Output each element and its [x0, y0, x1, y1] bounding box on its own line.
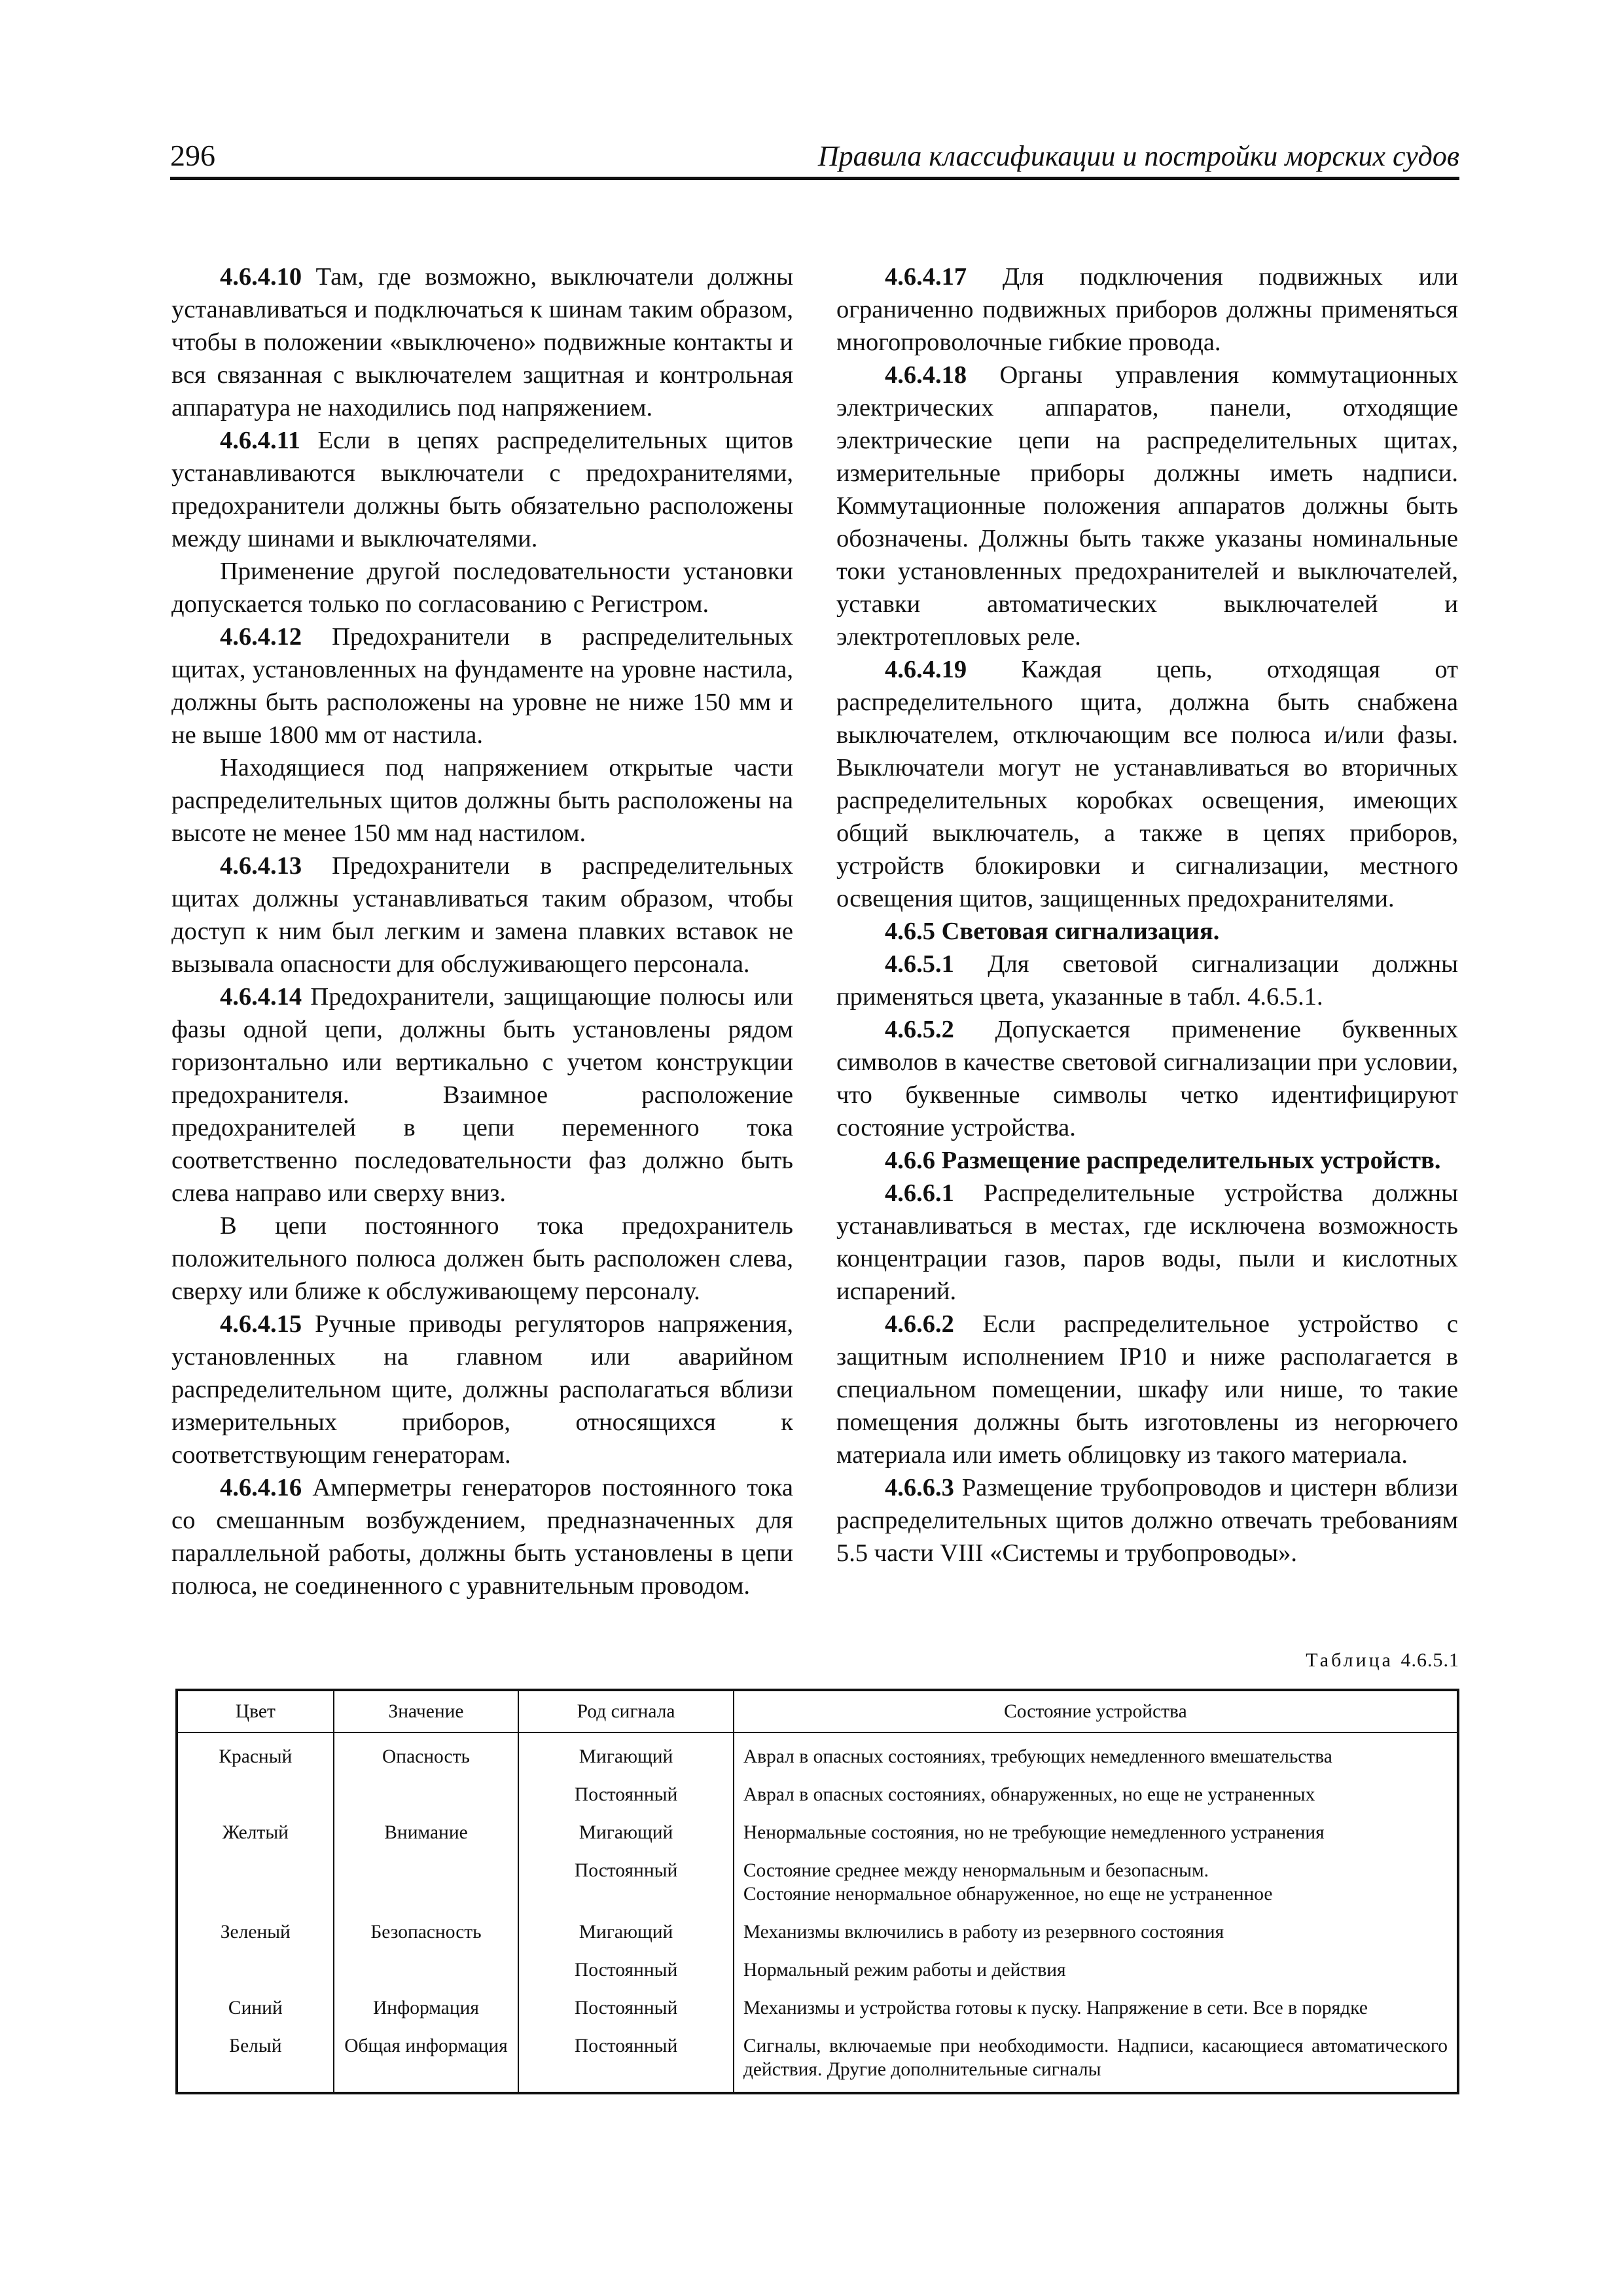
cell-device-state: Механизмы включились в работу из резервного состояния [734, 1914, 1458, 1952]
paragraph [836, 1177, 1458, 1308]
paragraph-text: Для подключения подвижных или ограниченно подвижных приборов должны применяться многопроволочные гибкие провода. [836, 263, 1458, 356]
clause-number: 4.6.4.12 [220, 623, 302, 651]
paragraph [171, 424, 793, 555]
column-header-device-state: Состояние устройства [734, 1690, 1458, 1732]
paragraph-text: Предохранители в распределительных щитах, установленных на фундаменте на уровне настила, должны быть расположены на уровне не ниже 150 мм и не выше 1800 мм от настила. [171, 623, 793, 749]
paragraph [171, 850, 793, 980]
cell-device-state: Состояние среднее между ненормальным и безопасным. Состояние ненормальное обнаруженное, но еще не устраненное [734, 1852, 1458, 1914]
signal-colors-table [175, 1689, 1459, 2094]
clause-number: 4.6.6.3 [885, 1474, 954, 1501]
table-row [177, 1732, 1458, 1776]
table-row [177, 1776, 1458, 1814]
section-heading: 4.6.5 Световая сигнализация. [885, 918, 1220, 945]
clause-number: 4.6.4.10 [220, 263, 302, 291]
table-row [177, 1952, 1458, 1990]
paragraph-text: Если в цепях распределительных щитов устанавливаются выключатели с предохранителями, предохранители должны быть обязательно расположены между шинами и выключателями. [171, 427, 793, 552]
cell-device-state: Сигналы, включаемые при необходимости. Надписи, касающиеся автоматического действия. Другие дополнительные сигналы [734, 2028, 1458, 2093]
paragraph [836, 653, 1458, 915]
clause-number: 4.6.5.2 [885, 1016, 954, 1043]
table-row [177, 1852, 1458, 1914]
clause-number: 4.6.4.11 [220, 427, 301, 454]
paragraph [171, 980, 793, 1210]
paragraph-text: Распределительные устройства должны устанавливаться в местах, где исключена возможность концентрации газов, паров воды, пыли и кислотных испарений. [836, 1179, 1458, 1305]
table-body [177, 1732, 1458, 2093]
paragraph [171, 1210, 793, 1308]
paragraph-text: В цепи постоянного тока предохранитель положительного полюса должен быть расположен слева, сверху или ближе к обслуживающему персоналу. [171, 1212, 793, 1305]
cell-device-state: Аврал в опасных состояниях, обнаруженных, но еще не устраненных [734, 1776, 1458, 1814]
clause-number: 4.6.6.2 [885, 1310, 954, 1338]
page-header [170, 139, 1459, 180]
table-row [177, 2028, 1458, 2093]
cell-color: Синий [177, 1990, 334, 2028]
paragraph [171, 751, 793, 850]
section-heading: 4.6.6 Размещение распределительных устройств. [885, 1147, 1441, 1174]
paragraph [171, 1308, 793, 1471]
paragraph [171, 555, 793, 620]
paragraph [836, 359, 1458, 653]
clause-number: 4.6.4.14 [220, 983, 302, 1011]
paragraph [836, 948, 1458, 1013]
column-header-color: Цвет [177, 1690, 334, 1732]
paragraph-text: Допускается применение буквенных символов в качестве световой сигнализации при условии, что буквенные символы четко идентифицируют состояние устройства. [836, 1016, 1458, 1141]
clause-number: 4.6.4.18 [885, 361, 967, 389]
cell-meaning [334, 1952, 519, 1990]
cell-meaning: Безопасность [334, 1914, 519, 1952]
table-caption-number: 4.6.5.1 [1400, 1649, 1459, 1671]
table-row [177, 1914, 1458, 1952]
paragraph [171, 620, 793, 751]
cell-meaning: Внимание [334, 1814, 519, 1852]
paragraph-text: Там, где возможно, выключатели должны устанавливаться и подключаться к шинам таким образом, чтобы в положении «выключено» подвижные контакты и вся связанная с выключателем защитная и контрольная аппаратура не находились под напряжением. [171, 263, 793, 422]
cell-device-state: Механизмы и устройства готовы к пуску. Напряжение в сети. Все в порядке [734, 1990, 1458, 2028]
cell-device-state: Аврал в опасных состояниях, требующих немедленного вмешательства [734, 1732, 1458, 1776]
table-caption [1113, 1649, 1459, 1672]
running-title: Правила классификации и постройки морских судов [817, 140, 1459, 172]
clause-number: 4.6.4.16 [220, 1474, 302, 1501]
cell-meaning: Информация [334, 1990, 519, 2028]
cell-signal-type: Постоянный [518, 2028, 734, 2093]
cell-meaning [334, 1852, 519, 1914]
cell-signal-type: Мигающий [518, 1732, 734, 1776]
paragraph-text: Размещение трубопроводов и цистерн вблизи распределительных щитов должно отвечать требованиям 5.5 части VIII «Системы и трубопроводы». [836, 1474, 1458, 1567]
clause-number: 4.6.4.13 [220, 852, 302, 880]
paragraph [836, 1471, 1458, 1570]
table-row [177, 1990, 1458, 2028]
paragraph-text: Для световой сигнализации должны применяться цвета, указанные в табл. 4.6.5.1. [836, 950, 1458, 1011]
clause-number: 4.6.4.17 [885, 263, 967, 291]
cell-color [177, 1776, 334, 1814]
paragraph-text: Амперметры генераторов постоянного тока со смешанным возбуждением, предназначенных для параллельной работы, должны быть установлены в цепи полюса, не соединенного с уравнительным проводом. [171, 1474, 793, 1600]
cell-device-state: Ненормальные состояния, но не требующие немедленного устранения [734, 1814, 1458, 1852]
right-column [836, 260, 1458, 1570]
table-caption-word: Таблица [1306, 1649, 1393, 1671]
clause-number: 4.6.6.1 [885, 1179, 954, 1207]
paragraph-text: Ручные приводы регуляторов напряжения, установленных на главном или аварийном распределительном щите, должны располагаться вблизи измерительных приборов, относящихся к соответствующим генераторам. [171, 1310, 793, 1469]
cell-color [177, 1952, 334, 1990]
page-number: 296 [170, 139, 215, 172]
cell-device-state: Нормальный режим работы и действия [734, 1952, 1458, 1990]
paragraph-text: Органы управления коммутационных электрических аппаратов, панели, отходящие электрические цепи на распределительных щитах, измерительные приборы должны иметь надписи. Коммутационные положения аппаратов должны быть обозначены. Должны быть также указаны номинальные токи установленных предохранителей и выключателей, уставки автоматических выключателей и электротепловых реле. [836, 361, 1458, 651]
cell-color: Белый [177, 2028, 334, 2093]
table-header-row [177, 1690, 1458, 1732]
cell-meaning: Общая информация [334, 2028, 519, 2093]
cell-signal-type: Постоянный [518, 1852, 734, 1914]
paragraph-text: Предохранители, защищающие полюсы или фазы одной цепи, должны быть установлены рядом горизонтально или вертикально с учетом конструкции предохранителя. Взаимное расположение предохранителей в цепи переменного тока соответственно последовательности фаз должно быть слева направо или сверху вниз. [171, 983, 793, 1207]
column-header-signal-type: Род сигнала [518, 1690, 734, 1732]
clause-number: 4.6.4.15 [220, 1310, 302, 1338]
left-column [171, 260, 793, 1602]
cell-color: Красный [177, 1732, 334, 1776]
paragraph-text: Находящиеся под напряжением открытые части распределительных щитов должны быть расположены на высоте не менее 150 мм над настилом. [171, 754, 793, 847]
paragraph-text: Предохранители в распределительных щитах должны устанавливаться таким образом, чтобы доступ к ним был легким и замена плавких вставок не вызывала опасности для обслуживающего персонала. [171, 852, 793, 978]
paragraph [836, 260, 1458, 359]
cell-color [177, 1852, 334, 1914]
cell-signal-type: Постоянный [518, 1952, 734, 1990]
cell-signal-type: Мигающий [518, 1914, 734, 1952]
cell-meaning: Опасность [334, 1732, 519, 1776]
paragraph [836, 1013, 1458, 1144]
clause-number: 4.6.4.19 [885, 656, 967, 683]
cell-signal-type: Постоянный [518, 1990, 734, 2028]
paragraph [836, 1308, 1458, 1471]
clause-number: 4.6.5.1 [885, 950, 954, 978]
cell-color: Желтый [177, 1814, 334, 1852]
cell-meaning [334, 1776, 519, 1814]
cell-signal-type: Постоянный [518, 1776, 734, 1814]
paragraph-text: Применение другой последовательности установки допускается только по согласованию с Регистром. [171, 558, 793, 618]
cell-signal-type: Мигающий [518, 1814, 734, 1852]
paragraph [171, 1471, 793, 1602]
paragraph-text: Если распределительное устройство с защитным исполнением IP10 и ниже располагается в специальном помещении, шкафу или нише, то такие помещения должны быть изготовлены из негорючего материала или иметь облицовку из такого материала. [836, 1310, 1458, 1469]
paragraph-text: Каждая цепь, отходящая от распределительного щита, должна быть снабжена выключателем, отключающим все полюса и/или фазы. Выключатели могут не устанавливаться во вторичных распределительных коробках освещения, имеющих общий выключатель, а также в цепях приборов, устройств блокировки и сигнализации, местного освещения щитов, защищенных предохранителями. [836, 656, 1458, 912]
table-row [177, 1814, 1458, 1852]
paragraph [171, 260, 793, 424]
column-header-meaning: Значение [334, 1690, 519, 1732]
cell-color: Зеленый [177, 1914, 334, 1952]
